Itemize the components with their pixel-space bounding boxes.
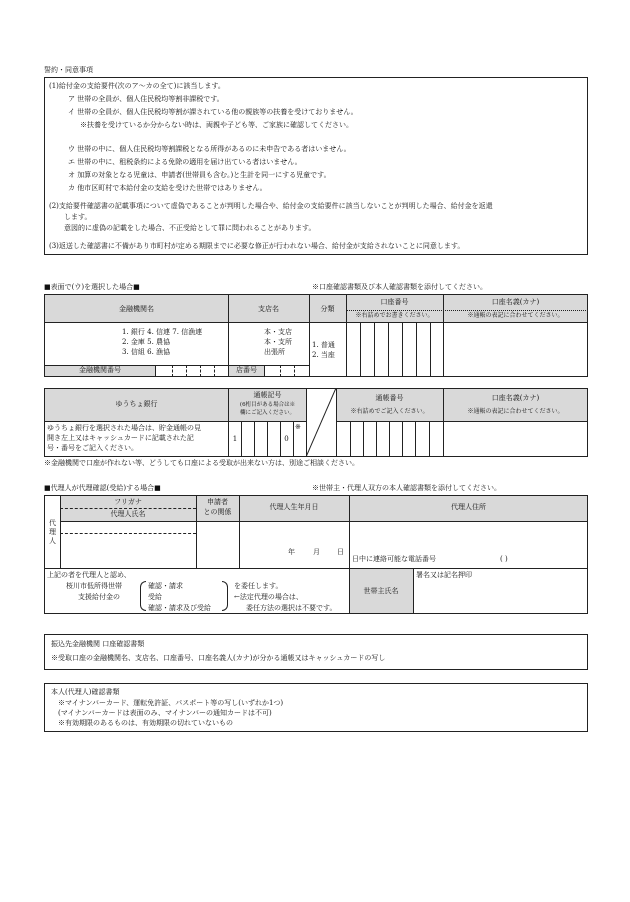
proxy-day: 日: [337, 548, 344, 556]
yucho-col-passbook-note-1: (6桁目がある場合は※: [239, 402, 296, 408]
delegate-line-1: 上記の者を代理人と認め、: [47, 571, 131, 579]
yucho-col-holder-note: ※通帳の表記に合わせてください。: [467, 408, 564, 415]
yucho-label: ゆうちょ銀行: [115, 400, 158, 408]
yucho-col-passbook-note-2: 欄にご記入ください。: [239, 410, 295, 416]
yucho-diagonal-line: [306, 388, 336, 457]
agreement-title: 誓約・同意事項: [44, 66, 93, 74]
bank-col-account-note: ※右詰めでお書きください。: [355, 312, 434, 319]
bank-col-account: 口座番号: [380, 298, 409, 306]
agreement-item-e: エ 世帯の中に、租税条約による免除の適用を届け出ている者はいません。: [68, 158, 302, 166]
proxy-relation-2: との関係: [203, 508, 232, 516]
bank-col-holder-note: ※通帳の表記に合わせてください。: [467, 312, 564, 319]
proxy-relation-1: 申請者: [207, 498, 228, 506]
account-type-1: 1. 普通: [312, 341, 335, 349]
proxy-side-label-1: 代: [49, 519, 56, 527]
proxy-phone-paren: ( ): [500, 555, 508, 563]
yucho-digit-first: 1: [232, 435, 238, 443]
docs-id-line-3: ※有効期限のあるものは、有効期限の切れていないもの: [58, 719, 233, 727]
agreement-line-1: (1)給付金の支給要件(次のア～カの全て)に該当します。: [49, 82, 225, 90]
docs-id-line-1: ※マイナンバーカード、運転免許証、パスポート等の写し(いずれか1つ): [58, 699, 284, 707]
yucho-star: ※: [295, 423, 301, 431]
bank-col-type: 分類: [320, 305, 335, 313]
agreement-line-3: (3)返送した確認書に不備があり市町村が定める期限までに必要な修正が行われない場合、給付金が支給されないことに同意します。: [49, 242, 465, 250]
proxy-phone: 日中に連絡可能な電話番号: [352, 555, 436, 563]
docs-bank-title: 振込先金融機関 口座確認書類: [51, 640, 145, 648]
delegate-option-3: 確認・請求及び受給: [148, 604, 211, 612]
delegate-line-3: 支援給付金の: [78, 593, 120, 601]
agreement-item-u: ウ 世帯の中に、個人住民税均等割課税となる所得があるのに未申告である者はいません。: [68, 145, 351, 153]
bank-code-label: 金融機関番号: [79, 366, 121, 374]
bank-types-line-2: 2. 金庫 5. 農協: [122, 338, 171, 346]
bank-types-line-1: 1. 銀行 4. 信連 7. 信漁連: [122, 328, 203, 336]
bank-col-branch: 支店名: [258, 305, 279, 313]
agreement-item-i: イ 世帯の全員が、個人住民税均等割が課されている他の親族等の扶養を受けておりません。: [68, 108, 358, 116]
branch-code-label: 店番号: [236, 366, 257, 374]
agreement-line-2c: 意図的に虚偽の記載をした場合、不正受給として罪に問われることがあります。: [64, 224, 316, 232]
docs-id-title: 本人(代理人)確認書類: [51, 688, 120, 696]
agreement-line-2b: します。: [64, 213, 92, 221]
agreement-item-a: ア 世帯の全員が、個人住民税均等割非課税です。: [68, 95, 224, 103]
bank-header-note: ※口座確認書類及び本人確認書類を添付してください。: [312, 283, 487, 291]
delegate-option-2: 受給: [148, 593, 162, 601]
branch-type-3: 出張所: [264, 348, 285, 356]
docs-bank-body: ※受取口座の金融機関名、支店名、口座番号、口座名義人(カナ)が分かる通帳又はキャッシュカードの写し: [51, 654, 386, 662]
delegate-entrust: を委任します。: [234, 582, 283, 590]
proxy-header: ■代理人が代理確認(受給)する場合■: [44, 484, 161, 492]
yucho-digit-last: 0: [284, 435, 289, 443]
bank-col-holder: 口座名義(カナ): [491, 298, 540, 306]
yucho-footnote: ※金融機関で口座が作れない等、どうしても口座による受取が出来ない方は、別途ご相談ください。: [44, 459, 359, 467]
delegate-legal-2: 委任方法の選択は不要です。: [246, 604, 337, 612]
bank-col-bank: 金融機関名: [119, 305, 154, 313]
signature-label: 署名又は記名押印: [416, 571, 472, 579]
proxy-name: 代理人氏名: [110, 510, 146, 518]
yucho-desc-1: ゆうちょ銀行を選択された場合は、貯金通帳の見: [47, 424, 201, 432]
account-type-2: 2. 当座: [312, 351, 335, 359]
proxy-year: 年: [288, 548, 295, 556]
yucho-desc-2: 開き左上又はキャッシュカードに記載された記: [47, 434, 194, 442]
agreement-item-o: オ 加算の対象となる児童は、申請者(世帯員も含む。)と生計を同一にする児童です。: [68, 171, 331, 179]
branch-type-1: 本・支店: [264, 328, 292, 336]
proxy-address: 代理人住所: [451, 503, 486, 511]
proxy-side-label-2: 理: [49, 528, 56, 536]
yucho-desc-3: 号・番号をご記入ください。: [47, 444, 138, 452]
proxy-furigana: フリガナ: [114, 498, 142, 506]
agreement-item-ka: カ 他市区町村で本給付金の支給を受けた世帯ではありません。: [68, 184, 267, 192]
delegate-legal-1: ←法定代理の場合は、: [234, 593, 303, 601]
agreement-item-i-note: ※扶養を受けているか分からない時は、両親や子ども等、ご家族に確認してください。: [80, 121, 353, 129]
proxy-month: 月: [313, 548, 320, 556]
bank-types-line-3: 3. 信組 6. 漁協: [122, 348, 171, 356]
proxy-birth: 代理人生年月日: [269, 503, 319, 511]
docs-id-line-2: (マイナンバーカードは表面のみ、マイナンバーの通知カードは不可): [58, 709, 272, 717]
proxy-header-note: ※世帯主・代理人双方の本人確認書類を添付してください。: [312, 484, 501, 492]
agreement-line-2a: (2)支給要件確認書の記載事項について虚偽であることが判明した場合や、給付金の支給要件に該当しないことが判明した場合、給付金を返還: [49, 202, 493, 210]
proxy-side-label-3: 人: [49, 537, 56, 545]
yucho-col-passbook: 通帳記号: [253, 391, 282, 399]
yucho-col-number-note: ※右詰めでご記入ください。: [350, 408, 429, 415]
delegate-option-1: 確認・請求: [148, 582, 183, 590]
yucho-col-number: 通帳番号: [375, 394, 404, 402]
branch-type-2: 本・支所: [264, 338, 292, 346]
delegate-line-2: 桜川市低所得世帯: [66, 582, 122, 590]
bank-header: ■表面で(ウ)を選択した場合■: [44, 283, 140, 291]
householder-label: 世帯主氏名: [363, 587, 399, 595]
yucho-col-holder: 口座名義(カナ): [491, 394, 540, 402]
